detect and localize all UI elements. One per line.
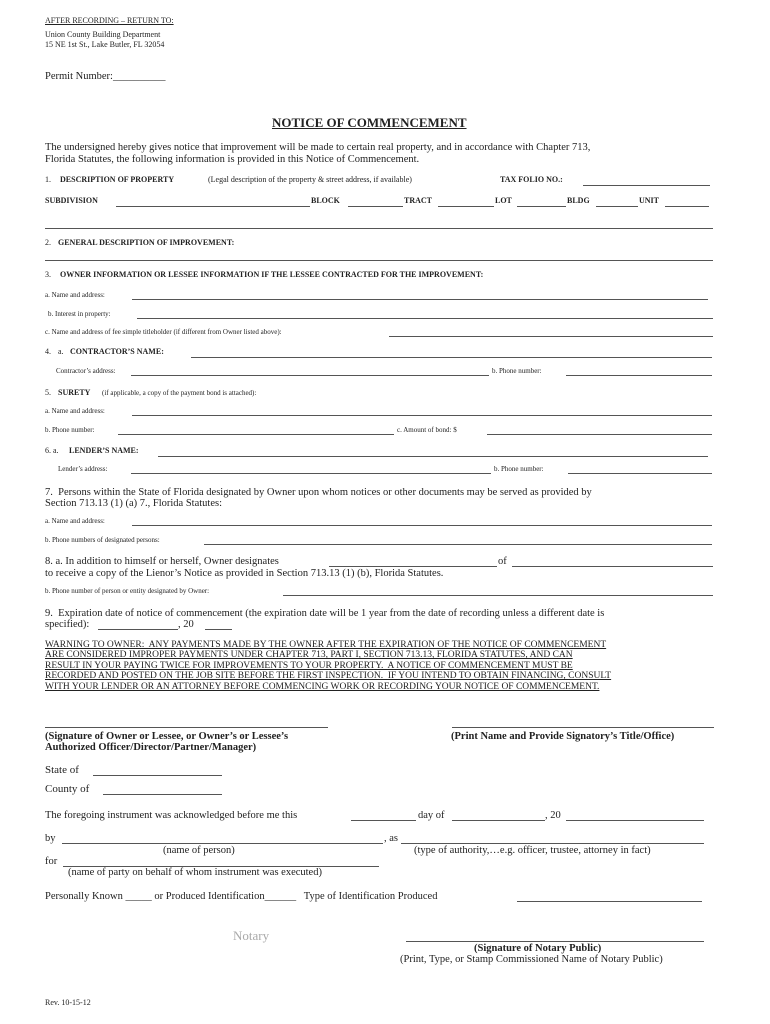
tract-field[interactable]	[438, 206, 494, 207]
warning-line: RESULT IN YOUR PAYING TWICE FOR IMPROVEMENTS TO YOUR PROPERTY. A NOTICE OF COMMENCEMENT MUST BE	[45, 660, 573, 671]
warning-line: ARE CONSIDERED IMPROPER PAYMENTS UNDER CHAPTER 713, PART I, SECTION 713.13, FLORIDA STATUTES, AND CAN	[45, 650, 573, 661]
section-6-number: 6. a.	[45, 446, 59, 455]
section-7-line-1: 7. Persons within the State of Florida designated by Owner upon whom notices or other documents may be served as provided by	[45, 487, 592, 498]
acknowledged-month-field[interactable]	[452, 820, 545, 821]
surety-name-address-label: a. Name and address:	[45, 407, 105, 415]
owner-name-address-label: a. Name and address:	[45, 291, 105, 299]
section-9-specified: specified):	[45, 619, 90, 630]
permit-number-field[interactable]: Permit Number:__________	[45, 71, 166, 82]
expiration-year-field[interactable]	[205, 629, 232, 630]
section-7-line-2: Section 713.13 (1) (a) 7., Florida Statutes:	[45, 498, 223, 509]
for-label: for	[45, 856, 58, 867]
tax-folio-field[interactable]	[583, 185, 710, 186]
acknowledged-day-of: day of	[418, 810, 445, 821]
acknowledged-day-field[interactable]	[351, 820, 416, 821]
by-label: by	[45, 833, 56, 844]
designee-of-field[interactable]	[512, 566, 713, 567]
name-of-party-caption: (name of party on behalf of whom instrument was executed)	[68, 867, 322, 878]
section-3-number: 3.	[45, 270, 51, 279]
owner-signature-field[interactable]	[45, 727, 328, 728]
section-9-line-1: 9. Expiration date of notice of commencement (the expiration date will be 1 year from the date of recording unless a different date is	[45, 608, 605, 619]
description-of-property-note: (Legal description of the property & street address, if available)	[208, 175, 412, 184]
contractors-name-field[interactable]	[191, 357, 712, 358]
titleholder-field[interactable]	[389, 336, 713, 337]
department-name: Union County Building Department	[45, 30, 161, 39]
warning-line: WITH YOUR LENDER OR AN ATTORNEY BEFORE COMMENCING WORK OR RECORDING YOUR NOTICE OF COMMENCEMENT.	[45, 681, 600, 692]
designated-name-address-label: a. Name and address:	[45, 517, 105, 525]
section-8-of: of	[498, 556, 507, 567]
lot-label: LOT	[495, 196, 512, 205]
county-of-label: County of	[45, 783, 90, 795]
general-description-field[interactable]	[45, 260, 713, 261]
state-of-field[interactable]	[93, 775, 222, 776]
county-of-field[interactable]	[103, 794, 222, 795]
section-4a-prefix: a.	[58, 347, 64, 356]
lender-phone-field[interactable]	[568, 473, 712, 474]
print-name-field[interactable]	[452, 727, 714, 728]
block-field[interactable]	[348, 206, 403, 207]
surety-note: (if applicable, a copy of the payment bond is attached):	[102, 389, 257, 397]
surety-phone-label: b. Phone number:	[45, 426, 95, 434]
authority-type-field[interactable]	[401, 843, 704, 844]
section-4-number: 4.	[45, 347, 51, 356]
owner-signature-caption-2: Authorized Officer/Director/Partner/Manager)	[45, 742, 257, 753]
designee-phone-field[interactable]	[283, 595, 713, 596]
block-label: BLOCK	[311, 196, 340, 205]
page-title: NOTICE OF COMMENCEMENT	[272, 115, 467, 130]
owner-information-label: OWNER INFORMATION OR LESSEE INFORMATION IF THE LESSEE CONTRACTED FOR THE IMPROVEMENT:	[60, 270, 484, 279]
intro-line-2: Florida Statutes, the following information is provided in this Notice of Commencement.	[45, 154, 420, 165]
designated-name-address-field[interactable]	[132, 525, 712, 526]
section-1-number: 1.	[45, 175, 51, 184]
by-name-field[interactable]	[62, 843, 383, 844]
section-2-number: 2.	[45, 238, 51, 247]
contractor-phone-label: b. Phone number:	[492, 367, 542, 375]
acknowledged-year-prefix: , 20	[545, 810, 561, 821]
interest-in-property-field[interactable]	[137, 318, 713, 319]
surety-name-address-field[interactable]	[132, 415, 712, 416]
subdivision-label: SUBDIVISION	[45, 196, 98, 205]
type-of-authority-caption: (type of authority,…e.g. officer, trustee, attorney in fact)	[414, 845, 651, 856]
owner-name-address-field[interactable]	[132, 299, 708, 300]
surety-phone-field[interactable]	[118, 434, 394, 435]
section-8-line-1: 8. a. In addition to himself or herself, Owner designates	[45, 556, 279, 567]
general-description-label: GENERAL DESCRIPTION OF IMPROVEMENT:	[58, 238, 235, 247]
intro-line-1: The undersigned hereby gives notice that improvement will be made to certain real property, and in accordance with Chapter 713,	[45, 142, 591, 153]
section-9-year-prefix: , 20	[178, 619, 194, 630]
property-description-field[interactable]	[45, 228, 713, 229]
acknowledged-year-field[interactable]	[566, 820, 704, 821]
designee-phone-label: b. Phone number of person or entity designated by Owner:	[45, 587, 210, 595]
unit-field[interactable]	[665, 206, 709, 207]
department-address: 15 NE 1st St., Lake Butler, FL 32054	[45, 40, 165, 49]
tract-label: TRACT	[404, 196, 433, 205]
return-to-heading: AFTER RECORDING – RETURN TO:	[45, 16, 174, 25]
print-name-caption: (Print Name and Provide Signatory’s Title/Office)	[451, 731, 675, 742]
as-label: , as	[384, 833, 398, 844]
bldg-label: BLDG	[567, 196, 590, 205]
owner-signature-caption-1: (Signature of Owner or Lessee, or Owner’s or Lessee’s	[45, 731, 289, 742]
lenders-address-label: Lender’s address:	[58, 465, 108, 473]
lenders-name-label: LENDER’S NAME:	[69, 446, 139, 455]
titleholder-label: c. Name and address of fee simple titleholder (if different from Owner listed above):	[45, 328, 282, 336]
designated-phone-field[interactable]	[204, 544, 712, 545]
unit-label: UNIT	[639, 196, 660, 205]
bond-amount-label: c. Amount of bond: $	[397, 426, 457, 434]
subdivision-field[interactable]	[116, 206, 310, 207]
bldg-field[interactable]	[596, 206, 638, 207]
surety-label: SURETY	[58, 388, 91, 397]
contractors-address-label: Contractor’s address:	[56, 367, 116, 375]
acknowledged-text: The foregoing instrument was acknowledged before me this	[45, 810, 298, 821]
identification-text: Personally Known _____ or Produced Identification______ Type of Identification Produced	[45, 891, 438, 902]
lenders-name-field[interactable]	[158, 456, 708, 457]
warning-to-owner	[45, 640, 717, 692]
lenders-address-field[interactable]	[131, 473, 491, 474]
designated-phone-label: b. Phone numbers of designated persons:	[45, 536, 160, 544]
state-of-label: State of	[45, 764, 79, 776]
notary-signature-field[interactable]	[406, 941, 704, 942]
description-of-property-label: DESCRIPTION OF PROPERTY	[60, 175, 175, 184]
identification-type-field[interactable]	[517, 901, 702, 902]
revision-label: Rev. 10-15-12	[45, 998, 91, 1007]
tax-folio-label: TAX FOLIO NO.:	[500, 175, 563, 184]
lot-field[interactable]	[517, 206, 566, 207]
owner-designee-field[interactable]	[329, 566, 497, 567]
warning-line: RECORDED AND POSTED ON THE JOB SITE BEFORE THE FIRST INSPECTION. IF YOU INTEND TO OBTAIN FINANCING, CONSULT	[45, 671, 612, 682]
notary-watermark: Notary	[233, 928, 270, 943]
notary-signature-caption: (Signature of Notary Public)	[474, 943, 602, 954]
section-5-number: 5.	[45, 388, 51, 397]
name-of-person-caption: (name of person)	[163, 845, 235, 856]
section-8-line-2: to receive a copy of the Lienor’s Notice as provided in Section 713.13 (1) (b), Florida Statutes.	[45, 568, 444, 579]
interest-in-property-label: b. Interest in property:	[48, 310, 111, 318]
contractors-address-field[interactable]	[131, 375, 489, 376]
contractor-phone-field[interactable]	[566, 375, 712, 376]
lender-phone-label: b. Phone number:	[494, 465, 544, 473]
expiration-date-field[interactable]	[98, 629, 178, 630]
warning-line: WARNING TO OWNER: ANY PAYMENTS MADE BY THE OWNER AFTER THE EXPIRATION OF THE NOTICE OF COMMENCEMENT	[45, 640, 607, 650]
bond-amount-field[interactable]	[487, 434, 712, 435]
contractors-name-label: CONTRACTOR’S NAME:	[70, 347, 164, 356]
notary-print-caption: (Print, Type, or Stamp Commissioned Name of Notary Public)	[400, 954, 663, 965]
